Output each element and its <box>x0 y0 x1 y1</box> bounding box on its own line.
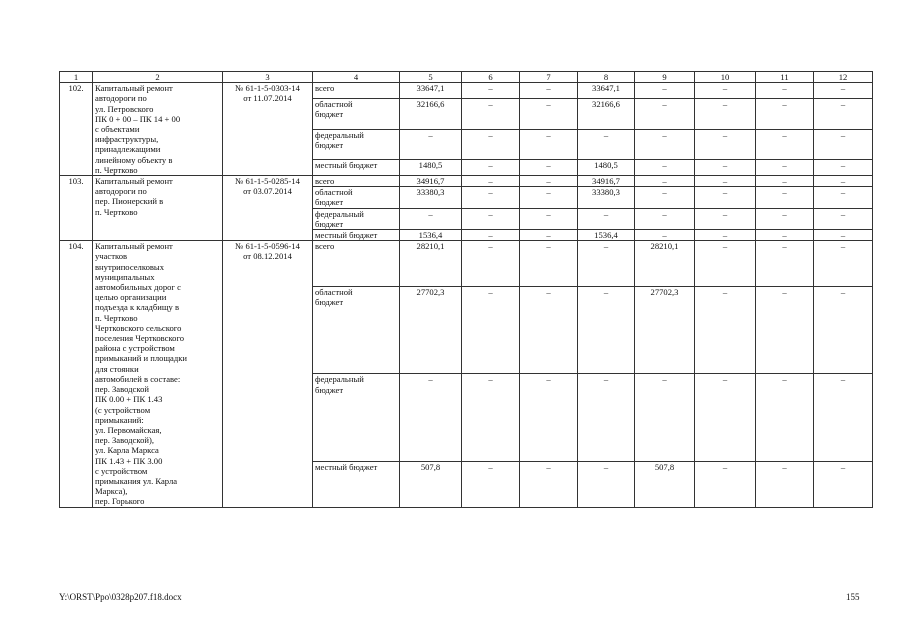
table-row <box>60 241 873 287</box>
text-line: Капитальный ремонт <box>95 176 173 187</box>
value-cell: – <box>520 461 578 507</box>
column-header: 5 <box>400 72 462 83</box>
value-cell: – <box>814 160 873 176</box>
text-line: Чертковского сельского <box>95 322 182 333</box>
text-line: федеральный <box>315 129 364 140</box>
text-line: всего <box>315 241 335 252</box>
text-line: федеральный <box>315 374 364 385</box>
value-cell: – <box>814 187 873 208</box>
text-line: местный бюджет <box>315 230 378 241</box>
text-line: автодороги по <box>95 93 147 104</box>
value-cell: – <box>635 99 695 129</box>
column-header: 9 <box>635 72 695 83</box>
text-line: местный бюджет <box>315 461 378 472</box>
value-cell: 33647,1 <box>400 83 462 99</box>
value-cell: – <box>635 176 695 187</box>
value-cell: 1480,5 <box>400 160 462 176</box>
funding-source <box>313 187 400 208</box>
funding-source <box>313 176 400 187</box>
value-cell: – <box>520 230 578 241</box>
value-cell: – <box>578 129 635 159</box>
column-header: 4 <box>313 72 400 83</box>
text-line: примыканий: <box>95 414 144 425</box>
text-line: бюджет <box>315 218 344 229</box>
text-line: пер. Заводской), <box>95 435 155 446</box>
text-line: примыкания ул. Карла <box>95 475 178 486</box>
value-cell: – <box>756 241 814 287</box>
text-line: поселения Чертковского <box>95 333 185 344</box>
value-cell: – <box>756 374 814 461</box>
value-cell: – <box>756 99 814 129</box>
value-cell: 32166,6 <box>578 99 635 129</box>
text-line: примыканий и площадки <box>95 353 188 364</box>
value-cell: – <box>462 99 520 129</box>
value-cell: – <box>814 208 873 229</box>
text-line: принадлежащими <box>95 144 161 155</box>
value-cell: 1536,4 <box>400 230 462 241</box>
value-cell: – <box>695 160 756 176</box>
table-row <box>60 176 873 187</box>
value-cell: – <box>520 187 578 208</box>
value-cell: 28210,1 <box>635 241 695 287</box>
budget-table <box>59 71 873 508</box>
value-cell: 507,8 <box>400 461 462 507</box>
value-cell: – <box>520 374 578 461</box>
text-line: бюджет <box>315 197 344 208</box>
text-line: всего <box>315 83 335 94</box>
text-line: автодороги по <box>95 186 147 197</box>
value-cell: – <box>578 374 635 461</box>
object-description <box>93 241 223 507</box>
text-line: автомобильных дорог с <box>95 282 181 293</box>
text-line: п. Чертково <box>95 312 138 323</box>
text-line: инфраструктуры, <box>95 134 159 145</box>
value-cell: – <box>400 129 462 159</box>
value-cell: 1536,4 <box>578 230 635 241</box>
value-cell: – <box>756 129 814 159</box>
value-cell: – <box>462 83 520 99</box>
text-line: от 11.07.2014 <box>243 93 292 104</box>
value-cell: – <box>578 208 635 229</box>
text-line: федеральный <box>315 208 364 219</box>
value-cell: – <box>520 83 578 99</box>
text-line: ПК 1.43 + ПК 3.00 <box>95 455 163 466</box>
value-cell: – <box>695 374 756 461</box>
value-cell: 28210,1 <box>400 241 462 287</box>
text-line: для стоянки <box>95 363 139 374</box>
value-cell: 27702,3 <box>635 286 695 373</box>
record-number: 104. <box>60 241 93 507</box>
text-line: от 03.07.2014 <box>243 186 292 197</box>
value-cell: – <box>635 374 695 461</box>
text-line: местный бюджет <box>315 160 378 171</box>
file-path: Y:\ORST\Ppo\0328p207.f18.docx <box>59 592 182 602</box>
value-cell: – <box>578 461 635 507</box>
value-cell: – <box>462 160 520 176</box>
value-cell: – <box>756 208 814 229</box>
text-line: пер. Заводской <box>95 384 149 395</box>
value-cell: – <box>814 129 873 159</box>
value-cell: – <box>462 129 520 159</box>
value-cell: – <box>400 208 462 229</box>
text-line: подъезда к кладбищу в <box>95 302 180 313</box>
value-cell: – <box>520 129 578 159</box>
value-cell: – <box>400 374 462 461</box>
text-line: ПК 0 + 00 – ПК 14 + 00 <box>95 113 181 124</box>
value-cell: 34916,7 <box>400 176 462 187</box>
value-cell: – <box>462 461 520 507</box>
column-number-row <box>60 72 873 83</box>
value-cell: – <box>520 160 578 176</box>
funding-source <box>313 99 400 129</box>
value-cell: – <box>520 241 578 287</box>
value-cell: – <box>695 176 756 187</box>
value-cell: – <box>814 461 873 507</box>
text-line: ул. Петровского <box>95 103 154 114</box>
text-line: всего <box>315 176 335 187</box>
value-cell: – <box>695 99 756 129</box>
value-cell: – <box>520 286 578 373</box>
value-cell: 1480,5 <box>578 160 635 176</box>
text-line: бюджет <box>315 139 344 150</box>
column-header: 6 <box>462 72 520 83</box>
column-header: 3 <box>223 72 313 83</box>
value-cell: – <box>520 208 578 229</box>
value-cell: – <box>814 241 873 287</box>
text-line: № 61-1-5-0596-14 <box>235 241 300 252</box>
value-cell: – <box>695 83 756 99</box>
value-cell: – <box>756 286 814 373</box>
funding-source <box>313 129 400 159</box>
text-line: ПК 0.00 + ПК 1.43 <box>95 394 163 405</box>
value-cell: – <box>814 230 873 241</box>
value-cell: 27702,3 <box>400 286 462 373</box>
value-cell: – <box>520 176 578 187</box>
text-line: внутрипоселковых <box>95 261 165 272</box>
text-line: муниципальных <box>95 271 155 282</box>
value-cell: 33380,3 <box>400 187 462 208</box>
value-cell: – <box>695 129 756 159</box>
value-cell: – <box>462 374 520 461</box>
value-cell: – <box>462 187 520 208</box>
value-cell: – <box>756 160 814 176</box>
value-cell: 32166,6 <box>400 99 462 129</box>
value-cell: – <box>695 187 756 208</box>
value-cell: – <box>635 230 695 241</box>
text-line: ул. Карла Маркса <box>95 445 159 456</box>
value-cell: – <box>814 83 873 99</box>
value-cell: – <box>695 208 756 229</box>
funding-source <box>313 374 400 461</box>
value-cell: – <box>635 129 695 159</box>
value-cell: – <box>635 160 695 176</box>
document-reference <box>223 241 313 507</box>
document-reference <box>223 83 313 176</box>
text-line: п. Чертково <box>95 206 138 217</box>
text-line: от 08.12.2014 <box>243 251 292 262</box>
funding-source <box>313 160 400 176</box>
funding-source <box>313 286 400 373</box>
text-line: областной <box>315 286 353 297</box>
value-cell: – <box>695 286 756 373</box>
column-header: 11 <box>756 72 814 83</box>
value-cell: – <box>814 99 873 129</box>
column-header: 7 <box>520 72 578 83</box>
value-cell: – <box>462 286 520 373</box>
value-cell: – <box>756 176 814 187</box>
object-description <box>93 176 223 241</box>
value-cell: – <box>695 461 756 507</box>
text-line: бюджет <box>315 384 344 395</box>
text-line: областной <box>315 99 353 110</box>
value-cell: – <box>814 286 873 373</box>
value-cell: 507,8 <box>635 461 695 507</box>
text-line: № 61-1-5-0285-14 <box>235 176 300 187</box>
record-number: 102. <box>60 83 93 176</box>
text-line: линейному объекту в <box>95 154 173 165</box>
text-line: бюджет <box>315 109 344 120</box>
object-description <box>93 83 223 176</box>
column-header: 10 <box>695 72 756 83</box>
value-cell: – <box>814 176 873 187</box>
funding-source <box>313 241 400 287</box>
document-reference <box>223 176 313 241</box>
table-row <box>60 83 873 99</box>
text-line: района с устройством <box>95 343 175 354</box>
column-header: 2 <box>93 72 223 83</box>
text-line: целью организации <box>95 292 167 303</box>
value-cell: 33647,1 <box>578 83 635 99</box>
value-cell: – <box>814 374 873 461</box>
table-body <box>60 72 873 508</box>
value-cell: – <box>520 99 578 129</box>
text-line: областной <box>315 187 353 198</box>
text-line: с объектами <box>95 124 140 135</box>
text-line: пер. Пионерский в <box>95 196 164 207</box>
value-cell: – <box>635 187 695 208</box>
text-line: с устройством <box>95 465 148 476</box>
value-cell: – <box>756 230 814 241</box>
column-header: 1 <box>60 72 93 83</box>
value-cell: – <box>578 241 635 287</box>
value-cell: – <box>578 286 635 373</box>
text-line: п. Чертково <box>95 164 138 175</box>
column-header: 8 <box>578 72 635 83</box>
text-line: автомобилей в составе: <box>95 373 181 384</box>
funding-source <box>313 230 400 241</box>
value-cell: – <box>635 83 695 99</box>
value-cell: – <box>462 176 520 187</box>
value-cell: – <box>756 187 814 208</box>
text-line: № 61-1-5-0303-14 <box>235 83 300 94</box>
page-number: 155 <box>846 592 860 602</box>
value-cell: – <box>756 83 814 99</box>
value-cell: 34916,7 <box>578 176 635 187</box>
value-cell: – <box>756 461 814 507</box>
value-cell: – <box>635 208 695 229</box>
text-line: Маркса), <box>95 486 128 497</box>
text-line: пер. Горького <box>95 496 145 507</box>
text-line: Капитальный ремонт <box>95 241 173 252</box>
value-cell: – <box>695 230 756 241</box>
funding-source <box>313 461 400 507</box>
text-line: (с устройством <box>95 404 151 415</box>
value-cell: – <box>462 241 520 287</box>
value-cell: 33380,3 <box>578 187 635 208</box>
funding-source <box>313 208 400 229</box>
value-cell: – <box>695 241 756 287</box>
text-line: бюджет <box>315 297 344 308</box>
value-cell: – <box>462 208 520 229</box>
record-number: 103. <box>60 176 93 241</box>
text-line: Капитальный ремонт <box>95 83 173 94</box>
value-cell: – <box>462 230 520 241</box>
text-line: участков <box>95 251 128 262</box>
text-line: ул. Первомайская, <box>95 424 162 435</box>
funding-source <box>313 83 400 99</box>
column-header: 12 <box>814 72 873 83</box>
